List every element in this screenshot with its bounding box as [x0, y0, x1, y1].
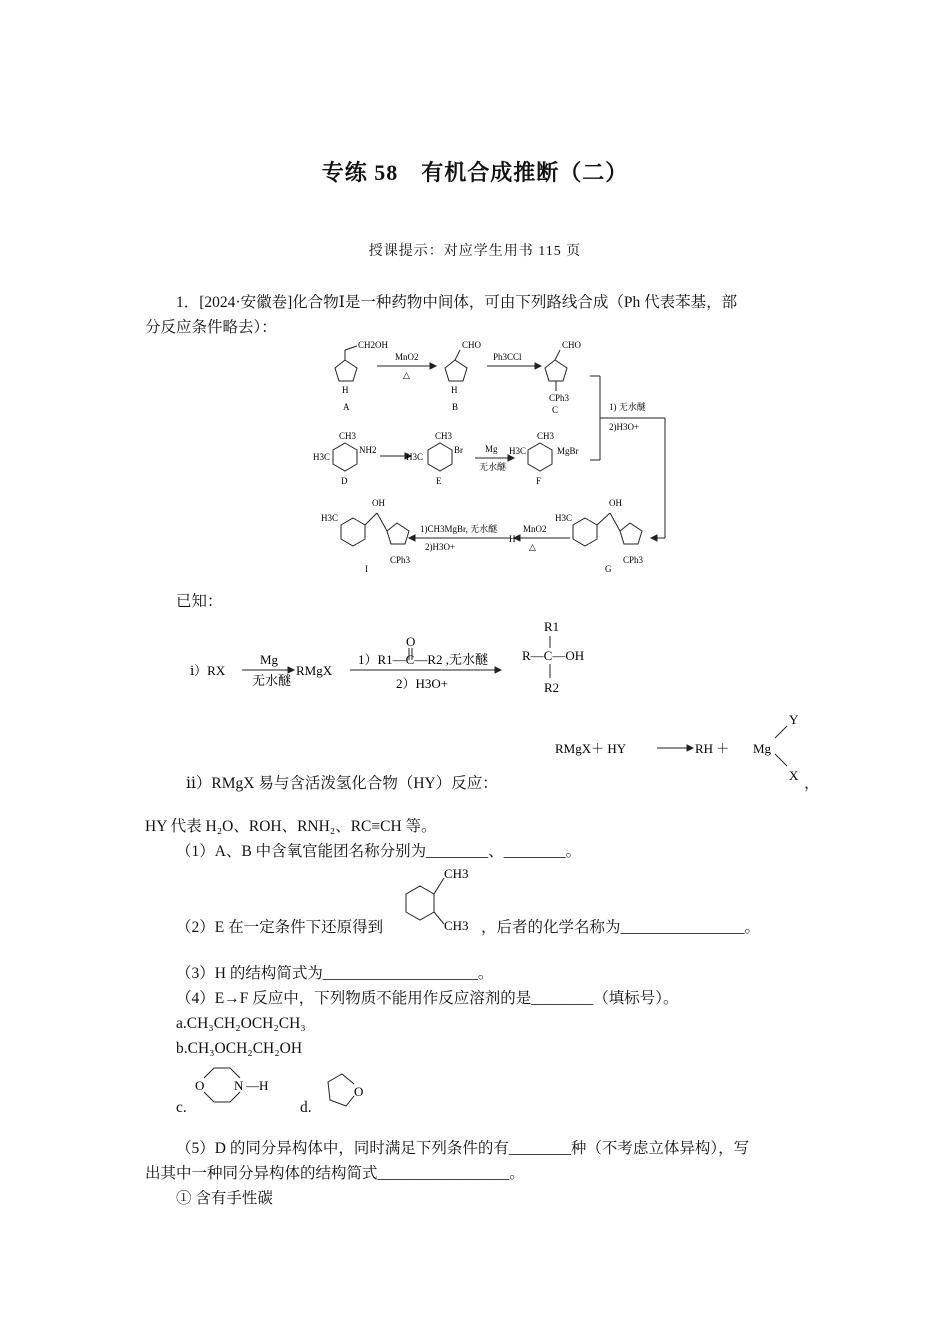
svg-text:无水醚: 无水醚: [252, 673, 292, 688]
question-1-2-part-a: （2）E 在一定条件下还原得到: [176, 919, 384, 936]
svg-text:Ph3CCl: Ph3CCl: [493, 352, 522, 362]
question-1-5: （5）D 的同分异构体中，同时满足下列条件的有________种（不考虑立体异构），写: [176, 1140, 750, 1157]
svg-text:E: E: [436, 476, 442, 486]
svg-text:H: H: [509, 534, 516, 544]
svg-text:G: G: [605, 564, 612, 574]
option-d-label: d.: [300, 1099, 312, 1116]
svg-text:CH2OH: CH2OH: [358, 340, 389, 350]
svg-text:B: B: [452, 402, 459, 412]
question-1-3: （3）H 的结构简式为____________________。: [176, 965, 494, 982]
svg-text:D: D: [341, 476, 348, 486]
svg-text:H3C: H3C: [406, 452, 424, 462]
svg-text:NH2: NH2: [359, 445, 377, 455]
svg-text:R2: R2: [544, 680, 560, 695]
option-a: a.CH₃CH₂OCH₂CH₃: [176, 1015, 306, 1032]
svg-text:H3C: H3C: [313, 452, 331, 462]
svg-text:Mg: Mg: [260, 652, 279, 667]
teaching-hint: 授课提示：对应学生用书 115 页: [368, 244, 582, 259]
imidazole-ring-a: [335, 360, 357, 381]
question-1-5-continued: 出其中一种同分异构体的结构简式_________________。: [145, 1165, 525, 1182]
svg-text:RMgX: RMgX: [296, 663, 333, 678]
benzene-ring-d: [333, 443, 357, 471]
svg-text:Y: Y: [789, 712, 799, 727]
svg-text:CHO: CHO: [462, 340, 482, 350]
svg-text:I: I: [365, 564, 368, 574]
benzene-ring-i: [341, 518, 365, 546]
known-ii-text: ⅱ）RMgX 易与含活泼氢化合物（HY）反应：: [186, 775, 498, 792]
question-1-intro: 1．[2024·安徽卷]化合物Ⅰ是一种药物中间体，可由下列路线合成（Ph 代表苯基，部: [176, 294, 738, 311]
imidazole-ring-i: [387, 523, 409, 544]
option-b: b.CH₃OCH₂CH₂OH: [176, 1040, 303, 1057]
svg-text:CHO: CHO: [562, 340, 582, 350]
svg-text:O: O: [354, 1084, 364, 1099]
known-ii-comma: ，: [804, 775, 820, 792]
svg-text:Mg: Mg: [753, 741, 772, 756]
benzene-ring-g: [573, 518, 597, 546]
known-reaction-i: [190, 618, 620, 708]
o-xylene-structure: [400, 862, 480, 942]
svg-text:A: A: [343, 402, 350, 412]
svg-text:RH ＋: RH ＋: [695, 741, 730, 756]
svg-text:F: F: [536, 476, 542, 486]
svg-text:△: △: [403, 370, 410, 380]
svg-text:C: C: [552, 405, 559, 415]
svg-text:1)CH3MgBr, 无水醚: 1)CH3MgBr, 无水醚: [420, 524, 498, 534]
benzene-ring-f: [528, 443, 552, 471]
svg-text:O: O: [195, 1078, 205, 1093]
svg-text:CH3: CH3: [444, 866, 469, 881]
option-c-label: c.: [176, 1099, 187, 1116]
question-1-4: （4）E→F 反应中，下列物质不能用作反应溶剂的是________（填标号）。: [176, 990, 679, 1007]
imidazole-ring-g: [620, 523, 642, 544]
page-title: 专练 58 有机合成推断（二）: [321, 160, 629, 185]
morpholine-structure: [190, 1062, 290, 1112]
svg-text:MnO2: MnO2: [523, 524, 547, 534]
svg-text:CH3: CH3: [537, 431, 555, 441]
svg-text:—H: —H: [246, 1078, 269, 1093]
question-1-1: （1）A、B 中含氧官能团名称分别为________、________。: [176, 843, 582, 860]
svg-text:H3C: H3C: [509, 446, 527, 456]
svg-text:1) 无水醚: 1) 无水醚: [609, 402, 646, 412]
question-1-2-part-b: ，后者的化学名称为________________。: [481, 919, 761, 936]
svg-text:CH3: CH3: [444, 918, 469, 933]
thf-structure: [320, 1070, 370, 1115]
svg-text:MnO2: MnO2: [395, 352, 419, 362]
question-1-intro-continued: 分反应条件略去）：: [145, 319, 277, 336]
synthesis-scheme: [305, 338, 675, 578]
svg-text:H: H: [342, 385, 349, 395]
svg-text:RMgX＋ HY: RMgX＋ HY: [555, 741, 627, 756]
known-label: 已知：: [176, 593, 223, 610]
imidazole-ring-b: [445, 360, 467, 381]
benzene-ring-e: [428, 443, 452, 471]
svg-text:CPh3: CPh3: [390, 555, 411, 565]
svg-text:H3C: H3C: [555, 513, 573, 523]
svg-text:H: H: [451, 385, 458, 395]
svg-text:CH3: CH3: [435, 431, 453, 441]
svg-text:CPh3: CPh3: [623, 555, 644, 565]
svg-text:2）H3O+: 2）H3O+: [396, 676, 449, 691]
svg-text:H3C: H3C: [321, 513, 339, 523]
svg-text:1）R1—C—R2 ,无水醚: 1）R1—C—R2 ,无水醚: [358, 652, 489, 667]
svg-text:R1: R1: [544, 619, 560, 634]
svg-text:△: △: [529, 542, 536, 552]
svg-text:N: N: [234, 1078, 244, 1093]
svg-text:ⅰ）RX: ⅰ）RX: [190, 663, 226, 678]
imidazole-ring-c: [545, 360, 567, 381]
svg-text:OH: OH: [372, 498, 385, 508]
svg-text:2)H3O+: 2)H3O+: [609, 422, 640, 432]
svg-text:O: O: [406, 634, 416, 649]
svg-text:Br: Br: [454, 445, 463, 455]
hy-definition: HY 代表 H₂O、ROH、RNH₂、RC≡CH 等。: [145, 818, 437, 835]
known-reaction-ii: [555, 708, 815, 788]
condition-1: ① 含有手性碳: [176, 1190, 273, 1207]
svg-text:2)H3O+: 2)H3O+: [425, 542, 456, 552]
svg-text:无水醚: 无水醚: [479, 462, 507, 472]
svg-text:X: X: [789, 768, 799, 783]
svg-text:CPh3: CPh3: [549, 393, 570, 403]
svg-text:Mg: Mg: [485, 444, 498, 454]
svg-text:CH3: CH3: [339, 431, 357, 441]
svg-text:R—C—OH: R—C—OH: [522, 648, 585, 663]
svg-text:MgBr: MgBr: [557, 446, 579, 456]
svg-text:OH: OH: [609, 498, 622, 508]
